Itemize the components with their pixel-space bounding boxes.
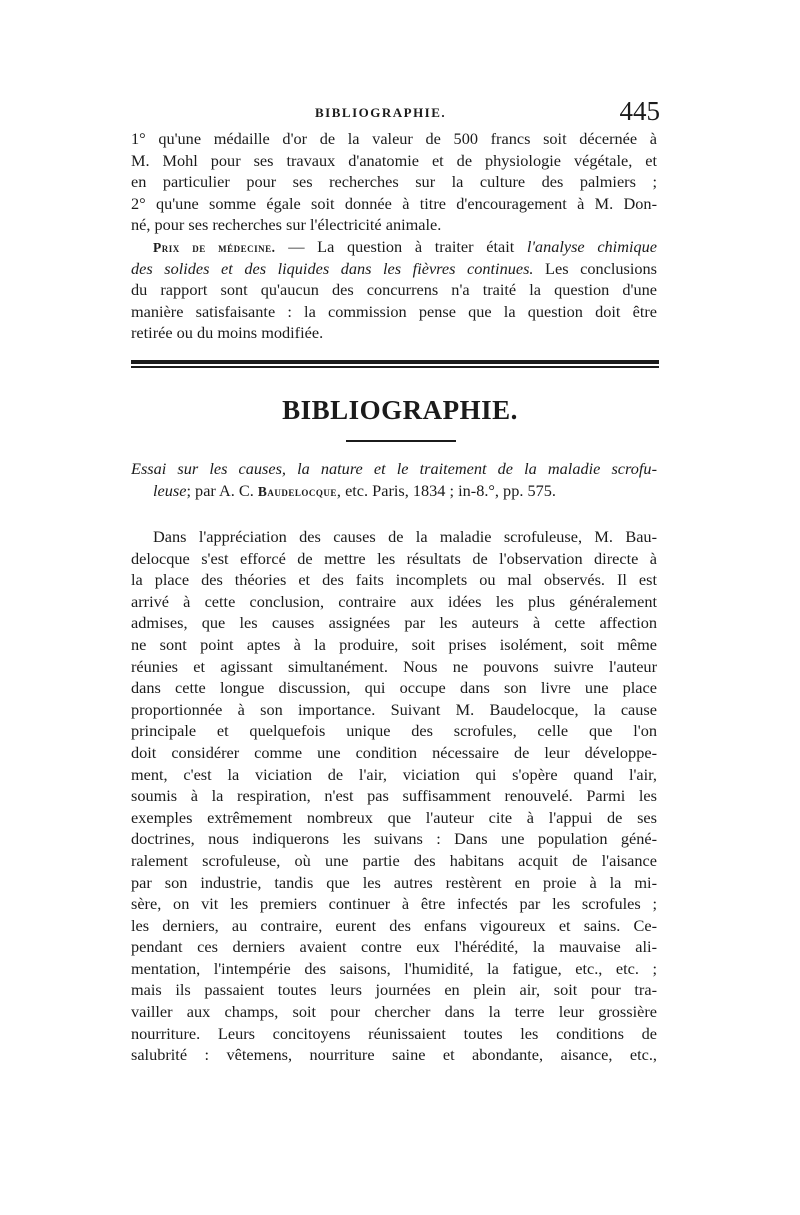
prize-medicine-line: Prix de médecine. — La question à traiter était l'analyse chimique (153, 236, 657, 256)
running-title: BIBLIOGRAPHIE. (315, 105, 447, 120)
title-underline (346, 440, 456, 442)
text-line: arrivé à cette conclusion, contraire aux idées les plus généralement (131, 591, 657, 611)
text-line: vailler aux champs, soit pour chercher dans la terre leur grossière (131, 1002, 657, 1022)
text-line: pendant ces derniers avaient contre eux l'hérédité, la mauvaise ali- (131, 937, 657, 957)
text-line: du rapport sont qu'aucun des concurrens n'a traité la question d'une (131, 280, 657, 300)
section-title: BIBLIOGRAPHIE. (282, 395, 518, 425)
prize-list (131, 128, 657, 344)
text-line: doit considérer comme une condition nécessaire de leur développe- (131, 742, 657, 762)
text-line: ne sont point aptes à la produire, soit prises isolément, soit même (131, 634, 657, 654)
review-body (131, 526, 657, 1066)
text-line: les derniers, au contraire, eurent des enfans vigoureux et sains. Ce- (131, 915, 657, 935)
text-line: ralement scrofuleuse, où une partie des habitans acquit de l'aisance (131, 850, 657, 870)
text-line: dans cette longue discussion, qui occupe dans son livre une place (131, 678, 657, 698)
text-line: 1° qu'une médaille d'or de la valeur de 500 francs soit décernée à (131, 129, 657, 148)
text-line: par son industrie, tandis que les autres restèrent en proie à la mi- (131, 872, 657, 892)
text-line: né, pour ses recherches sur l'électricité animale. (131, 215, 442, 235)
prize-label: Prix de médecine. (153, 239, 276, 255)
text-line: Dans l'appréciation des causes de la maladie scrofuleuse, M. Bau- (153, 527, 657, 546)
text-line: mentation, l'intempérie des saisons, l'humidité, la fatigue, etc., etc. ; (131, 958, 657, 978)
text-line: retirée ou du moins modifiée. (131, 323, 324, 343)
text-line: manière satisfaisante : la commission pense que la question doit être (131, 301, 657, 321)
text-line: delocque s'est efforcé de mettre les résultats de l'observation directe à (131, 548, 657, 568)
text-line: salubrité : vêtemens, nourriture saine et abondante, aisance, etc., (131, 1045, 657, 1065)
text-line: exemples extrêmement nombreux que l'auteur cite à l'appui de ses (131, 807, 657, 827)
text-line: proportionnée à son importance. Suivant M. Baudelocque, la cause (131, 699, 657, 719)
text-line: mais ils passaient toutes leurs journées en plein air, soit pour tra- (131, 980, 657, 1000)
text-line: soumis à la respiration, n'est pas suffisamment renouvelé. Parmi les (131, 786, 657, 806)
text-line: des solides et des liquides dans les fièvres continues. Les conclusions (131, 258, 657, 278)
text-line: réunies et agissant simultanément. Nous ne pouvons suivre l'auteur (131, 656, 657, 676)
text-line: M. Mohl pour ses travaux d'anatomie et de physiologie végétale, et (131, 150, 657, 170)
text-line: en particulier pour ses recherches sur la culture des palmiers ; (131, 172, 657, 192)
section-divider (131, 360, 659, 370)
page-number: 445 (619, 96, 660, 126)
page-header (130, 96, 660, 130)
text-line: doctrines, nous indiquerons les suivans : Dans une population géné- (131, 829, 657, 849)
text-line: principale et quelquefois unique des scrofules, celle que l'on (131, 721, 657, 741)
citation-line: leuse; par A. C. Baudelocque, etc. Paris, 1834 ; in-8.°, pp. 575. (153, 480, 556, 500)
citation-line: Essai sur les causes, la nature et le traitement de la maladie scrofu- (131, 459, 657, 478)
text-line: admises, que les causes assignées par les auteurs à cette affection (131, 613, 657, 633)
text-line: nourriture. Leurs concitoyens réunissaient toutes les conditions de (131, 1023, 657, 1043)
text-line: la place des théories et des faits incomplets ou mal observés. Il est (131, 570, 657, 590)
text-line: 2° qu'une somme égale soit donnée à titre d'encouragement à M. Don- (131, 193, 657, 213)
book-citation (131, 458, 657, 501)
text-line: ment, c'est la viciation de l'air, viciation qui s'opère quand l'air, (131, 764, 657, 784)
text-line: sère, on vit les premiers continuer à être infectés par les scrofules ; (131, 894, 657, 914)
